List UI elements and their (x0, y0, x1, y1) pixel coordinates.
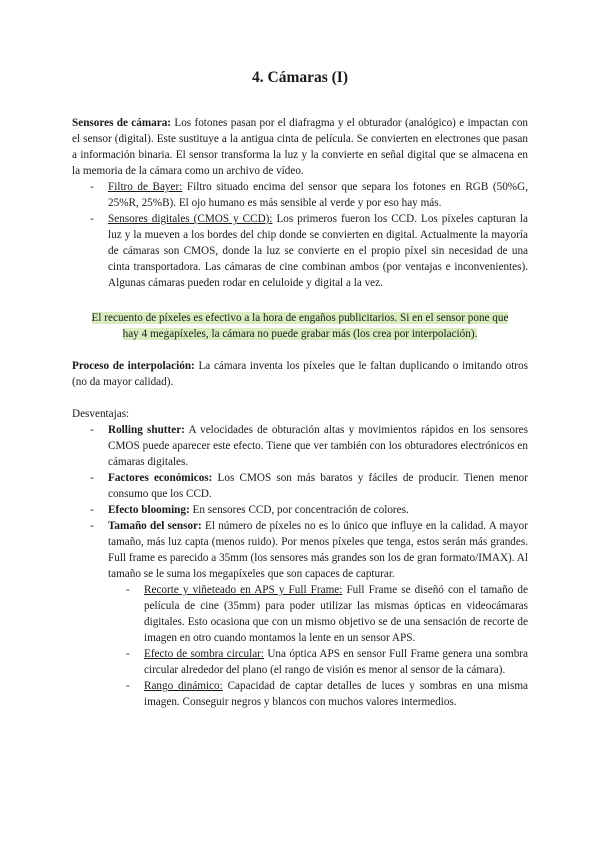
list-item (144, 582, 528, 646)
list-item (108, 422, 528, 470)
rolling-shutter-text: A velocidades de obturación altas y movimientos rápidos en los sensores CMOS puede aparecer este efecto. Tiene que ver también con los obturadores electrónicos en cámaras digitales. (108, 424, 528, 468)
intro-text: Los fotones pasan por el diafragma y el obturador (analógico) e impactan con el sensor (digital). Este sustituye a la antigua cinta de película. Se convierten en electrones que pasan a información binaria. El sensor transforma la luz y la convierte en señal digital que se almacena en la memoria de la cámara como un archivo de vídeo. (72, 117, 528, 177)
highlight-note (72, 310, 528, 342)
disadvantages-list (72, 422, 528, 710)
disadvantages-heading: Desventajas: (72, 408, 130, 420)
list-item (108, 470, 528, 502)
sensor-list (72, 179, 528, 291)
page-title: 4. Cámaras (I) (252, 69, 348, 86)
list-item (144, 678, 528, 710)
crop-vignette-text: Full Frame se diseñó con el tamaño de película de cine (35mm) para poder utilizar las mismas ópticas en videocámaras digitales. Esto ocasiona que con un mismo objetivo se de una sensación de recorte de imagen en otro cuando montamos la lente en un sensor APS. (144, 584, 528, 644)
intro-label: Sensores de cámara: (72, 117, 172, 129)
dynamic-range-label: Rango dinámico: (144, 680, 223, 692)
dynamic-range-text: Capacidad de captar detalles de luces y sombras en una misma imagen. Conseguir negros y blancos con muchos valores intermedios. (144, 680, 528, 708)
economic-factors-text: Los CMOS son más baratos y fáciles de producir. Tienen menor consumo que los CCD. (108, 472, 528, 500)
economic-factors-label: Factores económicos: (108, 472, 213, 484)
list-item (108, 179, 528, 211)
highlight-line-2: hay 4 megapíxeles, la cámara no puede grabar más (los crea por interpolación). (122, 328, 478, 340)
list-item (108, 211, 528, 291)
interpolation-label: Proceso de interpolación: (72, 360, 195, 372)
list-item (108, 502, 528, 518)
digital-sensors-label: Sensores digitales (CMOS y CCD): (108, 213, 273, 225)
list-item (144, 646, 528, 678)
digital-sensors-text: Los primeros fueron los CCD. Los píxeles capturan la luz y la mueven a los bordes del chip donde se convierten en digital. Actualmente la mayoría de cámaras son CMOS, donde la luz se convierte en el propio píxel sin necesidad de una cinta transportadora. Las cámaras de cine combinan ambos (por ventajas e inconvenientes). Algunas cámaras pueden rodar en celuloide y digital a la vez. (108, 213, 528, 289)
spacer (72, 390, 528, 406)
list-item (108, 518, 528, 710)
rolling-shutter-label: Rolling shutter: (108, 424, 185, 436)
intro-paragraph (72, 115, 528, 179)
sensor-size-text: El número de píxeles no es lo único que influye en la calidad. A mayor tamaño, más luz capta (menos ruido). Por menos píxeles que tenga, estos serán más grandes. Full frame es parecido a 35mm (los sensores más grandes son los de gran formato/IMAX). Al tamaño se le suma los megapíxeles que son capaces de capturar. (108, 520, 528, 580)
highlight-line-1: El recuento de píxeles es efectivo a la hora de engaños publicitarios. Si en el sensor pone que (91, 312, 509, 324)
circular-shadow-text: Una óptica APS en sensor Full Frame genera una sombra circular alrededor del plano (el rango de visión es menor al sensor de la cámara). (144, 648, 528, 676)
circular-shadow-label: Efecto de sombra circular: (144, 648, 264, 660)
bayer-text: Filtro situado encima del sensor que separa los fotones en RGB (50%G, 25%R, 25%B). El ojo humano es más sensible al verde y por eso hay más. (108, 181, 529, 209)
sensor-size-label: Tamaño del sensor: (108, 520, 202, 532)
blooming-label: Efecto blooming: (108, 504, 190, 516)
crop-vignette-label: Recorte y viñeteado en APS y Full Frame: (144, 584, 343, 596)
interpolation-paragraph (72, 358, 528, 390)
blooming-text: En sensores CCD, por concentración de colores. (189, 504, 409, 516)
bayer-label: Filtro de Bayer: (108, 181, 183, 193)
sensor-size-sublist (108, 582, 528, 710)
interpolation-text: La cámara inventa los píxeles que le faltan duplicando o imitando otros (no da mayor calidad). (72, 360, 528, 388)
